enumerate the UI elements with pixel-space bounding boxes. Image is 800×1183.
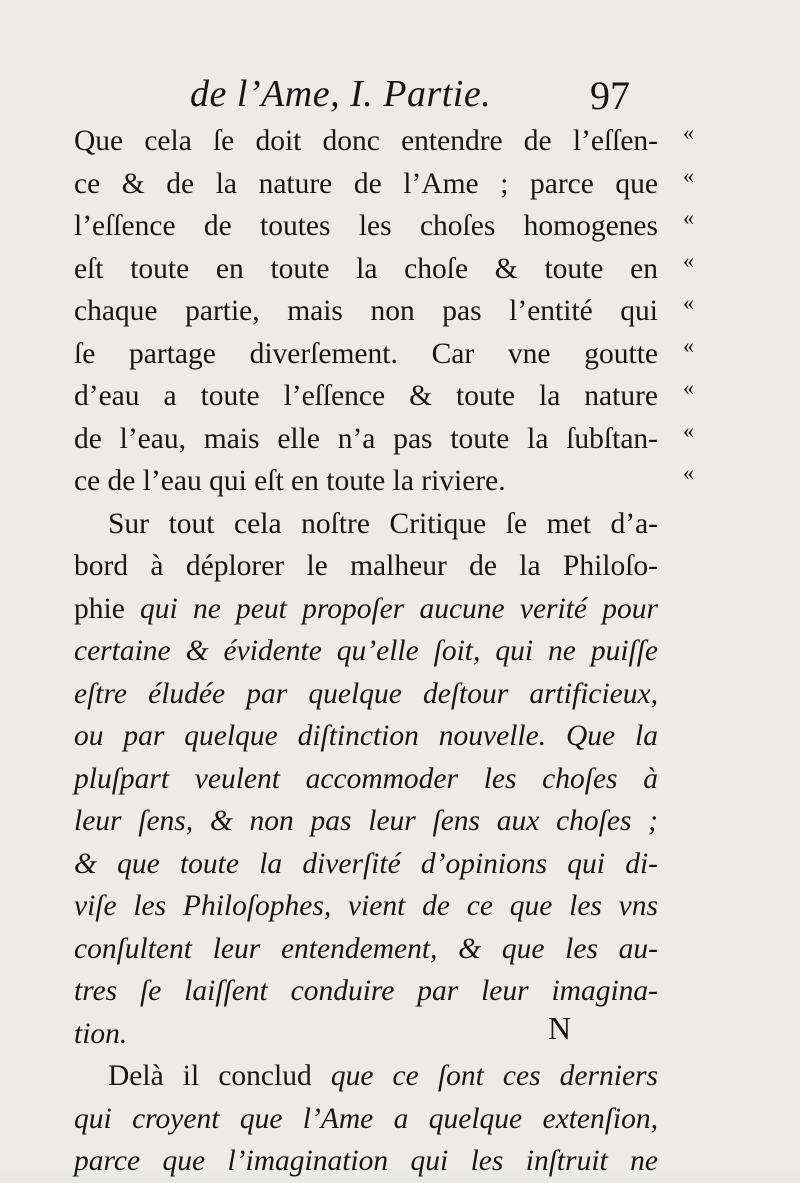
text-line: tres ſe laiſſent conduire par leur imagina- xyxy=(74,975,658,1007)
text-line: parce que l’imagination qui les inſtruit ne xyxy=(74,1145,658,1177)
text-line: eſt toute en toute la choſe & toute en « xyxy=(74,248,658,291)
signature-mark: N xyxy=(548,1010,572,1046)
text-line: certaine & évidente qu’elle ſoit, qui ne puiſſe xyxy=(74,635,658,667)
text-line: ſe partage diverſement. Car vne goutte « xyxy=(74,333,658,376)
text-line: ce & de la nature de l’Ame ; parce que « xyxy=(74,163,658,206)
quote-mark: « xyxy=(683,162,694,188)
text-line: conſultent leur entendement, & que les au- xyxy=(74,932,658,965)
page-header xyxy=(190,72,630,122)
text-line: Sur tout cela noſtre Critique ſe met d’a- xyxy=(108,507,658,540)
text-line: viſe les Philoſophes, vient de ce que les vns xyxy=(74,890,658,922)
text-line: Que cela ſe doit donc entendre de l’eſſen- « xyxy=(74,120,658,163)
text-line: ou par quelque diſtinction nouvelle. Que la xyxy=(74,720,658,752)
quote-mark: « xyxy=(683,375,694,400)
text-line: l’eſſence de toutes les choſes homogenes « xyxy=(74,205,658,248)
text-line: pluſpart veulent accommoder les choſes à xyxy=(74,762,658,795)
quote-mark: « xyxy=(683,290,694,315)
text-line: & que toute la diverſité d’opinions qui di- xyxy=(74,847,658,880)
text-line: ce de l’eau qui eſt en toute la riviere. « xyxy=(74,460,658,503)
text-line: de l’eau, mais elle n’a pas toute la ſubſtan- « xyxy=(74,418,658,461)
text-line: leur ſens, & non pas leur ſens aux choſes ; xyxy=(74,805,658,837)
text-line: eſtre éludée par quelque deſtour artificieux, xyxy=(74,677,658,710)
page-number: 97 xyxy=(590,73,630,118)
text-line: phie qui ne peut propoſer aucune verité pour xyxy=(74,592,658,625)
text-line: qui croyent que l’Ame a quelque extenſion, xyxy=(74,1102,658,1135)
text-line: d’eau a toute l’eſſence & toute la nature « xyxy=(74,375,658,418)
text-line: chaque partie, mais non pas l’entité qui « xyxy=(74,290,658,333)
text-line: tion. xyxy=(74,1017,128,1050)
quote-mark: « xyxy=(683,332,694,358)
quote-mark: « xyxy=(683,460,694,485)
quote-mark: « xyxy=(683,205,694,230)
text-line: Delà il conclud que ce ſont ces derniers xyxy=(108,1060,658,1092)
quote-mark: « xyxy=(683,417,694,443)
quote-mark: « xyxy=(683,247,694,273)
running-title: de l’Ame, I. Partie. xyxy=(190,73,492,115)
text-line: bord à déplorer le malheur de la Philoſo- xyxy=(74,550,658,582)
quote-mark: « xyxy=(683,120,694,145)
